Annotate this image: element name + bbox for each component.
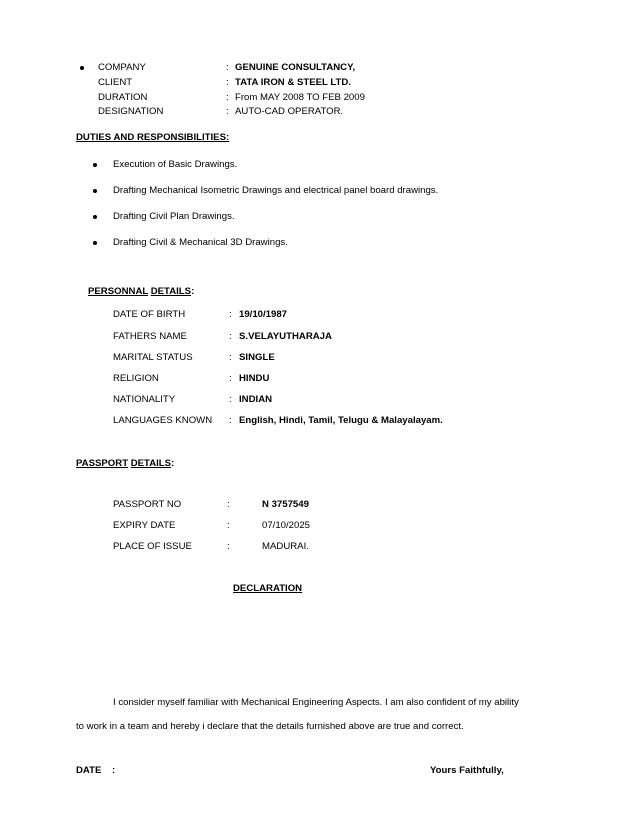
personal-heading-word2: DETAILS <box>150 286 192 297</box>
passport-heading <box>76 458 174 469</box>
personal-label-marital: MARITAL STATUS <box>113 352 193 363</box>
job-value-designation: AUTO-CAD OPERATOR. <box>235 106 344 117</box>
passport-heading-word2: DETAILS <box>130 458 172 469</box>
job-label-client: CLIENT <box>98 77 133 88</box>
job-colon: : <box>226 106 229 117</box>
personal-colon: : <box>229 373 232 384</box>
passport-value-number: N 3757549 <box>262 499 309 510</box>
personal-heading-word1: PERSONNAL <box>88 286 149 297</box>
passport-label-place: PLACE OF ISSUE <box>113 541 192 552</box>
bullet-icon <box>93 241 97 245</box>
personal-value-dob: 19/10/1987 <box>239 309 288 320</box>
personal-colon: : <box>229 331 232 342</box>
bullet-icon <box>80 66 84 70</box>
passport-colon: : <box>227 499 230 510</box>
job-label-duration: DURATION <box>98 92 148 103</box>
personal-value-nationality: INDIAN <box>239 394 273 405</box>
job-label-company: COMPANY <box>98 62 146 73</box>
personal-colon: : <box>229 394 232 405</box>
bullet-icon <box>93 189 97 193</box>
personal-heading <box>88 286 194 297</box>
personal-value-languages: English, Hindi, Tamil, Telugu & Malayalayam. <box>239 415 443 426</box>
passport-label-number: PASSPORT NO <box>113 499 182 510</box>
passport-colon: : <box>227 520 230 531</box>
duty-item: Drafting Civil Plan Drawings. <box>113 211 235 222</box>
duty-item: Execution of Basic Drawings. <box>113 159 238 170</box>
declaration-line-1: I consider myself familiar with Mechanical Engineering Aspects. I am also confident of my ability <box>113 697 519 708</box>
personal-colon: : <box>229 309 232 320</box>
duty-item: Drafting Mechanical Isometric Drawings and electrical panel board drawings. <box>113 185 439 196</box>
bullet-icon <box>93 163 97 167</box>
declaration-heading: DECLARATION <box>233 583 303 594</box>
personal-label-father: FATHERS NAME <box>113 331 187 342</box>
job-label-designation: DESIGNATION <box>98 106 164 117</box>
passport-colon: : <box>227 541 230 552</box>
job-colon: : <box>226 77 229 88</box>
footer-sign-off: Yours Faithfully, <box>430 765 504 776</box>
duty-item: Drafting Civil & Mechanical 3D Drawings. <box>113 237 288 248</box>
personal-label-dob: DATE OF BIRTH <box>113 309 186 320</box>
job-colon: : <box>226 62 229 73</box>
personal-colon: : <box>229 352 232 363</box>
declaration-line-2: to work in a team and hereby i declare that the details furnished above are true and correct. <box>76 721 464 732</box>
personal-heading-colon: : <box>191 286 195 297</box>
duties-heading: DUTIES AND RESPONSIBILITIES: <box>76 132 230 143</box>
personal-label-religion: RELIGION <box>113 373 159 384</box>
footer-date-colon: : <box>112 765 116 776</box>
passport-value-expiry: 07/10/2025 <box>262 520 311 531</box>
job-value-company: GENUINE CONSULTANCY, <box>235 62 356 73</box>
footer-date-label: DATE <box>76 765 102 776</box>
passport-heading-colon: : <box>171 458 175 469</box>
passport-heading-word1: PASSPORT <box>76 458 129 469</box>
passport-label-expiry: EXPIRY DATE <box>113 520 176 531</box>
personal-label-languages: LANGUAGES KNOWN <box>113 415 213 426</box>
job-colon: : <box>226 92 229 103</box>
personal-value-marital: SINGLE <box>239 352 275 363</box>
bullet-icon <box>93 215 97 219</box>
personal-colon: : <box>229 415 232 426</box>
job-value-duration: From MAY 2008 TO FEB 2009 <box>235 92 365 103</box>
personal-value-religion: HINDU <box>239 373 270 384</box>
job-value-client: TATA IRON & STEEL LTD. <box>235 77 352 88</box>
personal-value-father: S.VELAYUTHARAJA <box>239 331 332 342</box>
passport-value-place: MADURAI. <box>262 541 309 552</box>
personal-label-nationality: NATIONALITY <box>113 394 176 405</box>
